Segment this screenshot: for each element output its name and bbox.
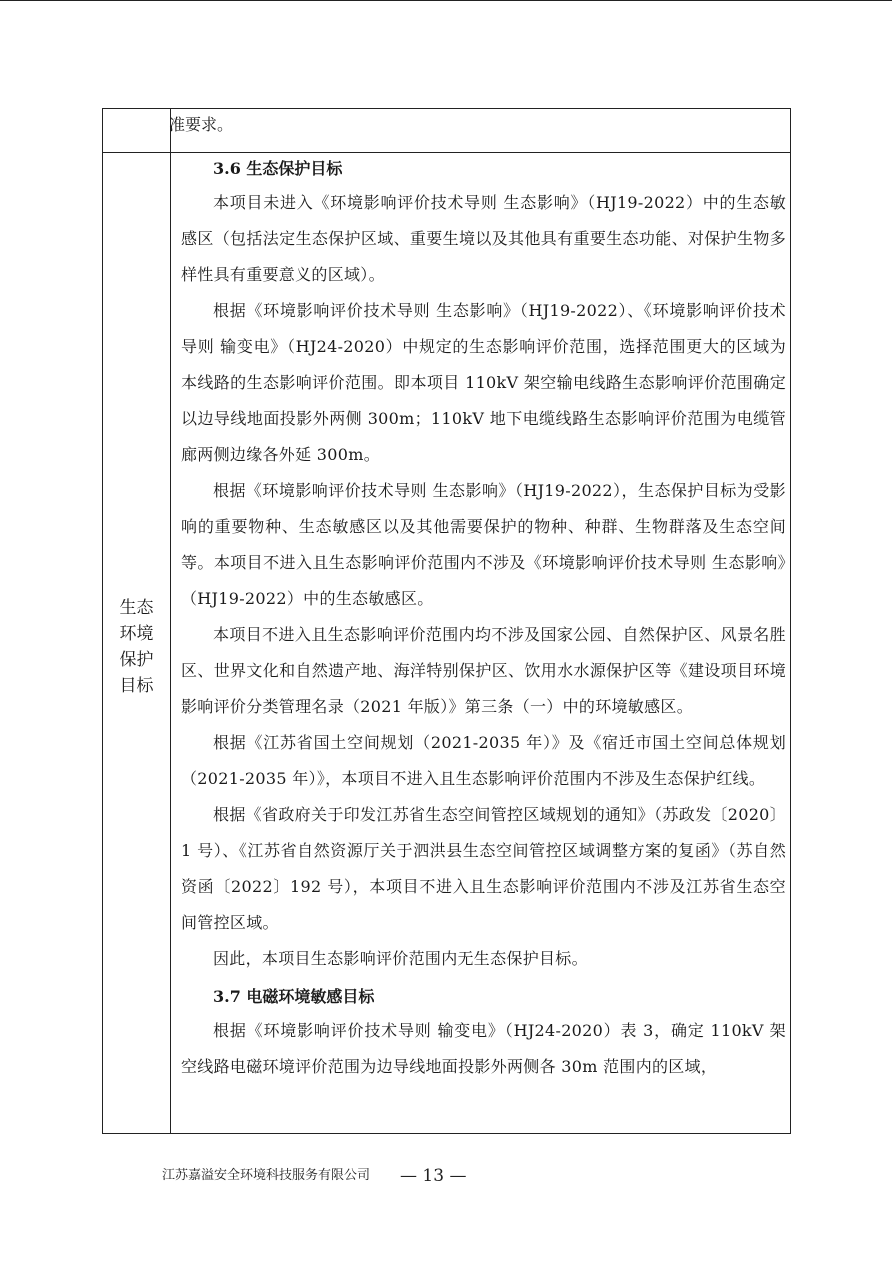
top-border-line	[0, 0, 892, 1]
section-heading-3-7: 3.7 电磁环境敏感目标	[213, 987, 375, 1006]
report-table	[102, 108, 791, 1134]
page-number: — 13 —	[400, 1166, 467, 1186]
row-label-ecological-protection-target	[103, 595, 170, 699]
row-label-line: 环境	[119, 624, 154, 644]
row-label-line: 目标	[119, 676, 154, 696]
section-3-6	[181, 153, 786, 1085]
paragraph: 根据《省政府关于印发江苏省生态空间管控区域规划的通知》（苏政发〔2020〕1 号）、《江苏省自然资源厅关于泗洪县生态空间管控区域调整方案的复函》（苏自然资函〔2022〕192 号），本项目不进入且生态影响评价范围内不涉及江苏省生态空间管控区域。	[181, 805, 786, 932]
paragraph: 根据《环境影响评价技术导则 输变电》（HJ24-2020）表 3，确定 110kV 架空线路电磁环境评价范围为边导线地面投影外两侧各 30m 范围内的区域，	[181, 1021, 786, 1076]
footer-company-name: 江苏嘉溢安全环境科技服务有限公司	[162, 1168, 371, 1183]
paragraph: 根据《环境影响评价技术导则 生态影响》（HJ19-2022），生态保护目标为受影响的重要物种、生态敏感区以及其他需要保护的物种、种群、生物群落及生态空间等。本项目不进入且生态影响评价范围内不涉及《环境影响评价技术导则 生态影响》（HJ19-2022）中的生态敏感区。	[181, 481, 786, 608]
column-separator	[170, 109, 171, 1133]
row-label-line: 生态	[119, 598, 154, 618]
previous-row-text: 准要求。	[169, 115, 234, 134]
row-label-line: 保护	[119, 650, 154, 670]
paragraph: 因此，本项目生态影响评价范围内无生态保护目标。	[213, 949, 588, 968]
paragraph: 根据《环境影响评价技术导则 生态影响》（HJ19-2022）、《环境影响评价技术导则 输变电》（HJ24-2020）中规定的生态影响评价范围，选择范围更大的区域为本线路的生态影响评价范围。即本项目 110kV 架空输电线路生态影响评价范围确定以边导线地面投影外两侧 300m；110kV 地下电缆线路生态影响评价范围为电缆管廊两侧边缘各外延 300m。	[181, 301, 786, 464]
paragraph: 根据《江苏省国土空间规划（2021-2035 年）》及《宿迁市国土空间总体规划（2021-2035 年）》，本项目不进入且生态影响评价范围内不涉及生态保护红线。	[181, 733, 786, 788]
paragraph: 本项目不进入且生态影响评价范围内均不涉及国家公园、自然保护区、风景名胜区、世界文化和自然遗产地、海洋特别保护区、饮用水水源保护区等《建设项目环境影响评价分类管理名录（2021 年版）》第三条（一）中的环境敏感区。	[181, 625, 786, 716]
paragraph: 本项目未进入《环境影响评价技术导则 生态影响》（HJ19-2022）中的生态敏感区（包括法定生态保护区域、重要生境以及其他具有重要生态功能、对保护生物多样性具有重要意义的区域）。	[181, 193, 786, 284]
section-heading-3-6: 3.6 生态保护目标	[213, 159, 343, 178]
